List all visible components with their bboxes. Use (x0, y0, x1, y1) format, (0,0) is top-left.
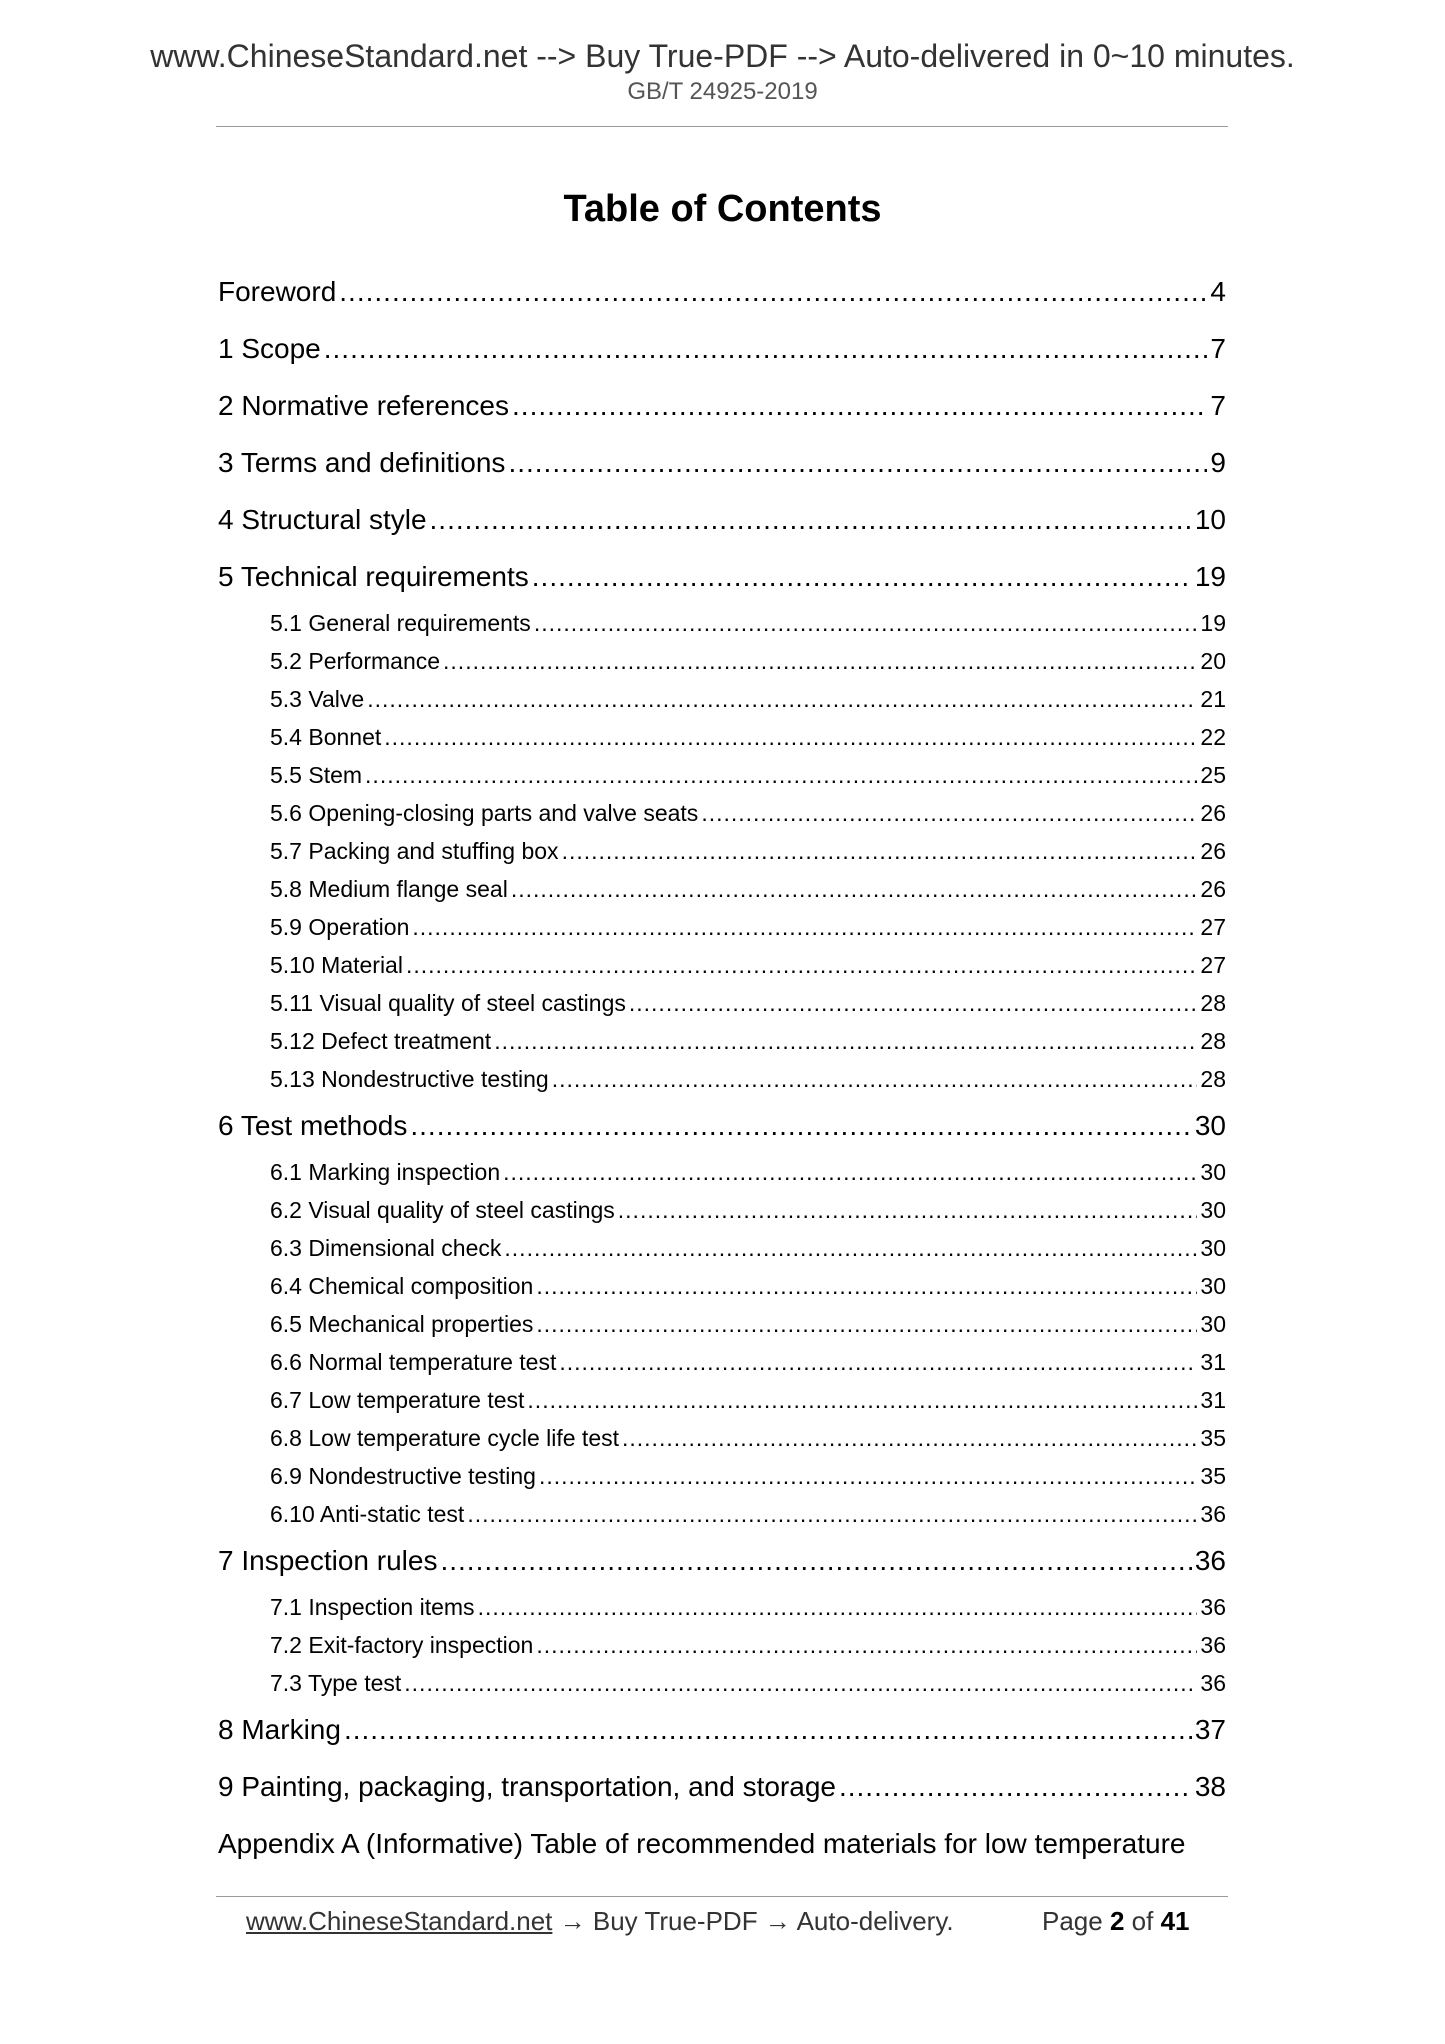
toc-entry-label: 4 Structural style (218, 504, 427, 535)
of-word: of (1131, 1906, 1154, 1936)
dot-leader (539, 1463, 1197, 1490)
toc-entry-page: 30 (1200, 1197, 1226, 1223)
dot-leader (443, 648, 1197, 675)
toc-entry-page: 36 (1194, 1545, 1226, 1576)
toc-entry-label: 5.8 Medium flange seal (270, 876, 508, 902)
dot-leader (339, 276, 1207, 308)
toc-entry-page: 36 (1200, 1501, 1226, 1527)
toc-entry-label: 6.8 Low temperature cycle life test (270, 1425, 619, 1451)
toc-entry-page: 36 (1200, 1594, 1226, 1620)
toc-subentry[interactable] (218, 1463, 1226, 1501)
toc-entry-page: 30 (1200, 1159, 1226, 1185)
toc-entry-label: 6.7 Low temperature test (270, 1387, 525, 1413)
toc-entry-page: 26 (1200, 800, 1226, 826)
toc-entry-label: 7 Inspection rules (218, 1545, 438, 1576)
toc-subentry[interactable] (218, 1311, 1226, 1349)
dot-leader (629, 990, 1198, 1017)
dot-leader (324, 333, 1208, 365)
toc-subentry[interactable] (218, 1159, 1226, 1197)
toc-subentry[interactable] (218, 648, 1226, 686)
toc-subentry[interactable] (218, 1387, 1226, 1425)
toc-entry-page: 27 (1200, 952, 1226, 978)
dot-leader (384, 724, 1197, 751)
toc-entry-label: 5.13 Nondestructive testing (270, 1066, 549, 1092)
toc-entry-label: 5.7 Packing and stuffing box (270, 838, 559, 864)
top-banner: www.ChineseStandard.net --> Buy True-PDF --> Auto-delivered in 0~10 minutes. (150, 38, 1295, 74)
toc-entry-label: 5.6 Opening-closing parts and valve seats (270, 800, 699, 826)
toc-entry-label: 8 Marking (218, 1714, 341, 1745)
dot-leader (559, 1349, 1197, 1376)
toc-entry[interactable] (218, 333, 1226, 390)
toc-subentry[interactable] (218, 876, 1226, 914)
toc-subentry[interactable] (218, 952, 1226, 990)
toc-subentry[interactable] (218, 990, 1226, 1028)
dot-leader (365, 762, 1197, 789)
toc-entry-page: 21 (1200, 686, 1226, 712)
toc-entry-label: 5.9 Operation (270, 914, 410, 940)
dot-leader (536, 1311, 1197, 1338)
dot-leader (504, 1235, 1197, 1262)
toc-entry-page: 20 (1200, 648, 1226, 674)
toc-entry-label: 2 Normative references (218, 390, 510, 421)
footer-tagline: → Buy True-PDF → Auto-delivery. (559, 1906, 954, 1936)
toc-entry[interactable] (218, 447, 1226, 504)
page-counter (1042, 1906, 1190, 1937)
toc-entry-label: 5.10 Material (270, 952, 403, 978)
toc-entry-label: 6.2 Visual quality of steel castings (270, 1197, 615, 1223)
document-id: GB/T 24925-2019 (627, 78, 818, 105)
dot-leader (527, 1387, 1197, 1414)
toc-entry-label: 6.4 Chemical composition (270, 1273, 534, 1299)
toc-entry-label: 6.1 Marking inspection (270, 1159, 501, 1185)
toc-subentry[interactable] (218, 838, 1226, 876)
toc-subentry[interactable] (218, 1028, 1226, 1066)
toc-entry-page: 19 (1200, 610, 1226, 636)
toc-subentry[interactable] (218, 724, 1226, 762)
dot-leader (406, 952, 1197, 979)
dot-leader (532, 561, 1192, 593)
toc-entry-label: 5.12 Defect treatment (270, 1028, 492, 1054)
toc-entry-page: 35 (1200, 1425, 1226, 1451)
dot-leader (562, 838, 1198, 865)
toc-entry-label: 1 Scope (218, 333, 321, 364)
toc-subentry[interactable] (218, 800, 1226, 838)
toc-entry-page: 36 (1200, 1670, 1226, 1696)
toc-entry-page: 36 (1200, 1632, 1226, 1658)
toc-entry-page: 7 (1210, 333, 1226, 364)
toc-subentry[interactable] (218, 914, 1226, 952)
footer-divider (216, 1896, 1228, 1897)
toc-subentry[interactable] (218, 1425, 1226, 1463)
toc-entry-page: 10 (1194, 504, 1226, 535)
toc-entry[interactable] (218, 276, 1226, 333)
toc-subentry[interactable] (218, 1066, 1226, 1110)
toc-entry-label: 5.11 Visual quality of steel castings (270, 990, 626, 1016)
toc-entry-label: 5.3 Valve (270, 686, 365, 712)
toc-entry-page: 30 (1200, 1311, 1226, 1337)
toc-entry-label: 7.2 Exit-factory inspection (270, 1632, 534, 1658)
toc-subentry[interactable] (218, 762, 1226, 800)
footer-site-link[interactable]: www.ChineseStandard.net (246, 1906, 553, 1936)
toc-entry-label: 7.1 Inspection items (270, 1594, 475, 1620)
dot-leader (512, 390, 1207, 422)
page-title: Table of Contents (563, 188, 882, 230)
dot-leader (430, 504, 1192, 536)
dot-leader (410, 1110, 1191, 1142)
toc-entry[interactable] (218, 390, 1226, 447)
toc-entry[interactable] (218, 1771, 1226, 1828)
toc-entry-page: 30 (1194, 1110, 1226, 1141)
dot-leader (478, 1594, 1198, 1621)
toc-entry-page: 26 (1200, 838, 1226, 864)
dot-leader (344, 1714, 1192, 1746)
toc-subentry[interactable] (218, 1235, 1226, 1273)
toc-entry-label: 5.1 General requirements (270, 610, 531, 636)
toc-entry-page: 27 (1200, 914, 1226, 940)
toc-entry-page: 30 (1200, 1273, 1226, 1299)
dot-leader (618, 1197, 1198, 1224)
dot-leader (536, 1273, 1197, 1300)
dot-leader (367, 686, 1197, 713)
toc-subentry[interactable] (218, 1349, 1226, 1387)
toc-entry-label: 6 Test methods (218, 1110, 408, 1141)
dot-leader (511, 876, 1198, 903)
header-divider (216, 126, 1228, 127)
dot-leader (622, 1425, 1197, 1452)
toc-entry-page: 4 (1210, 276, 1226, 307)
toc-subentry[interactable] (218, 1273, 1226, 1311)
toc-entry-label: 3 Terms and definitions (218, 447, 506, 478)
dot-leader (467, 1501, 1197, 1528)
dot-leader (440, 1545, 1191, 1577)
toc-subentry[interactable] (218, 1594, 1226, 1632)
toc-entry-page: 35 (1200, 1463, 1226, 1489)
toc-entry-label: 9 Painting, packaging, transportation, and storage (218, 1771, 836, 1802)
toc-subentry[interactable] (218, 686, 1226, 724)
dot-leader (534, 610, 1198, 637)
toc-entry-label: 6.10 Anti-static test (270, 1501, 465, 1527)
toc-entry[interactable] (218, 1714, 1226, 1771)
toc-entry-page: 31 (1200, 1387, 1226, 1413)
dot-leader (503, 1159, 1197, 1186)
toc-entry-label: 6.3 Dimensional check (270, 1235, 502, 1261)
toc-entry-page: 25 (1200, 762, 1226, 788)
toc-entry[interactable] (218, 504, 1226, 561)
toc-entry-page: 19 (1194, 561, 1226, 592)
toc-entry-page: 28 (1200, 1066, 1226, 1092)
toc-subentry[interactable] (218, 1197, 1226, 1235)
toc-entry-page: 38 (1194, 1771, 1226, 1802)
toc-entry-label: 5.2 Performance (270, 648, 441, 674)
toc-entry-page: 28 (1200, 1028, 1226, 1054)
toc-entry-label: 7.3 Type test (270, 1670, 402, 1696)
toc-entry-label: 5 Technical requirements (218, 561, 529, 592)
dot-leader (536, 1632, 1197, 1659)
toc-entry-page: 7 (1210, 390, 1226, 421)
page-word: Page (1042, 1906, 1103, 1936)
toc-entry-page: 26 (1200, 876, 1226, 902)
toc-subentry[interactable] (218, 1501, 1226, 1545)
toc-entry-label: Foreword (218, 276, 337, 307)
table-of-contents (218, 276, 1226, 1885)
toc-entry-page: 31 (1200, 1349, 1226, 1375)
toc-entry-page: 28 (1200, 990, 1226, 1016)
toc-subentry[interactable] (218, 1670, 1226, 1714)
current-page-number: 2 (1109, 1906, 1125, 1936)
toc-subentry[interactable] (218, 1632, 1226, 1670)
toc-entry-page: 30 (1200, 1235, 1226, 1261)
dot-leader (508, 447, 1207, 479)
dot-leader (839, 1771, 1192, 1803)
toc-entry-label: Appendix A (Informative) Table of recommended materials for low temperature (218, 1828, 1186, 1859)
toc-entry[interactable] (218, 1828, 1226, 1885)
dot-leader (404, 1670, 1197, 1697)
total-pages-number: 41 (1160, 1906, 1190, 1936)
toc-subentry[interactable] (218, 610, 1226, 648)
toc-entry-label: 6.5 Mechanical properties (270, 1311, 534, 1337)
dot-leader (552, 1066, 1198, 1093)
toc-entry-label: 6.6 Normal temperature test (270, 1349, 557, 1375)
toc-entry-page: 9 (1210, 447, 1226, 478)
dot-leader (701, 800, 1197, 827)
dot-leader (494, 1028, 1197, 1055)
footer-promo (246, 1906, 954, 1937)
toc-entry-page: 22 (1200, 724, 1226, 750)
toc-entry-page: 37 (1194, 1714, 1226, 1745)
toc-entry-label: 5.5 Stem (270, 762, 363, 788)
dot-leader (412, 914, 1197, 941)
toc-entry-label: 6.9 Nondestructive testing (270, 1463, 536, 1489)
toc-entry-label: 5.4 Bonnet (270, 724, 382, 750)
